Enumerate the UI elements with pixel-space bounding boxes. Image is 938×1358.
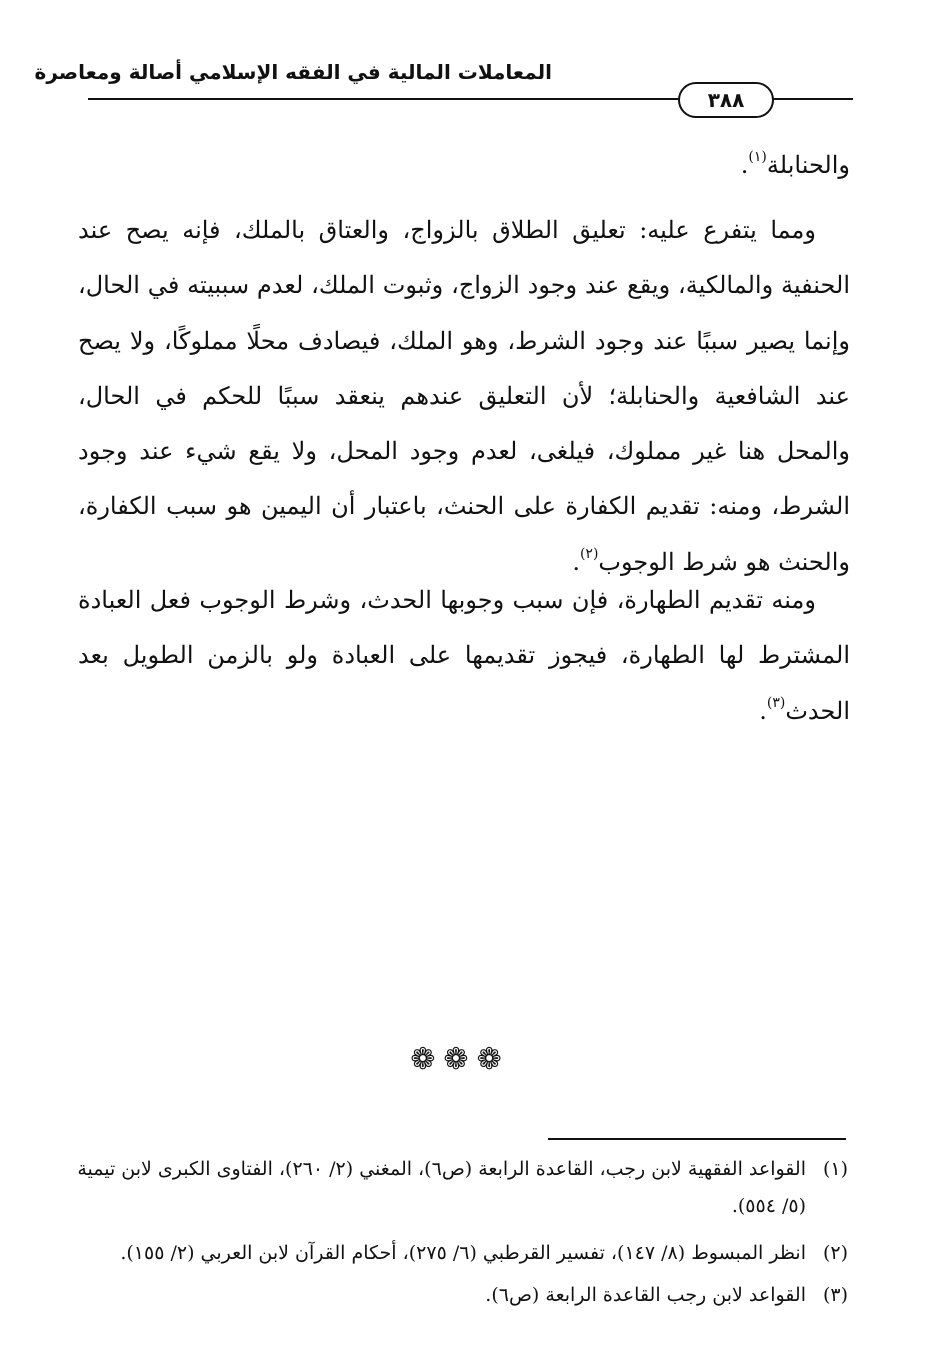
footnote-number: (٢) <box>822 1242 848 1264</box>
paragraph-3 <box>78 573 850 739</box>
footnote-text: القواعد الفقهية لابن رجب، القاعدة الرابعة (ص٦)، المغني (٢/ ٢٦٠)، الفتاوى الكبرى لابن تيمية (٥/ ٥٥٤). <box>77 1158 806 1217</box>
footnote-number: (٣) <box>822 1284 848 1306</box>
paragraph-end: . <box>740 151 749 179</box>
footnote-ref-1: (١) <box>748 149 767 165</box>
flower-ornament-icon: ❁ <box>410 1042 444 1077</box>
footnote-2 <box>70 1235 848 1272</box>
section-ornament <box>380 1040 540 1080</box>
flower-ornament-icon: ❁ <box>443 1042 477 1077</box>
flower-ornament-icon: ❁ <box>476 1042 510 1077</box>
footnote-1 <box>70 1151 848 1225</box>
footnote-3 <box>70 1277 848 1314</box>
footnote-separator <box>548 1138 846 1140</box>
paragraph-end: . <box>759 696 767 725</box>
page-number: ٣٨٨ <box>678 82 774 118</box>
running-title: المعاملات المالية في الفقه الإسلامي أصالة ومعاصرة <box>34 60 552 84</box>
paragraph-text: ومنه تقديم الطهارة، فإن سبب وجوبها الحدث، وشرط الوجوب فعل العبادة المشترط لها الطهارة، فيجوز تقديمها على العبادة ولو بالزمن الطويل بعد الحدث <box>78 586 850 725</box>
paragraph-2 <box>78 203 850 590</box>
footnote-text: القواعد لابن رجب القاعدة الرابعة (ص٦). <box>485 1284 806 1306</box>
paragraph-text: ومما يتفرع عليه: تعليق الطلاق بالزواج، والعتاق بالملك، فإنه يصح عند الحنفية والمالكية، ويقع عند وجود الزواج، وثبوت الملك، لعدم سببيته في الحال، وإنما يصير سببًا عند وجود الشرط، وهو الملك، فيصادف محلًا مملوكًا، ولا يصح عند الشافعية والحنابلة؛ لأن التعليق عندهم ينعقد سببًا للحكم في الحال، والمحل هنا غير مملوك، فيلغى، لعدم وجود المحل، ولا يقع شيء عند وجود الشرط، ومنه: تقديم الكفارة على الحنث، باعتبار أن اليمين هو سبب الكفارة، والحنث هو شرط الوجوب <box>78 216 850 576</box>
footnote-ref-2: (٢) <box>579 545 599 562</box>
paragraph-text: والحنابلة <box>766 151 850 179</box>
paragraph-1 <box>78 138 850 193</box>
footnote-number: (١) <box>822 1158 848 1180</box>
footnote-text: انظر المبسوط (٨/ ١٤٧)، تفسير القرطبي (٦/ ٢٧٥)، أحكام القرآن لابن العربي (٢/ ١٥٥). <box>120 1242 806 1264</box>
footnote-ref-3: (٣) <box>766 694 786 711</box>
paragraph-end: . <box>572 547 580 576</box>
